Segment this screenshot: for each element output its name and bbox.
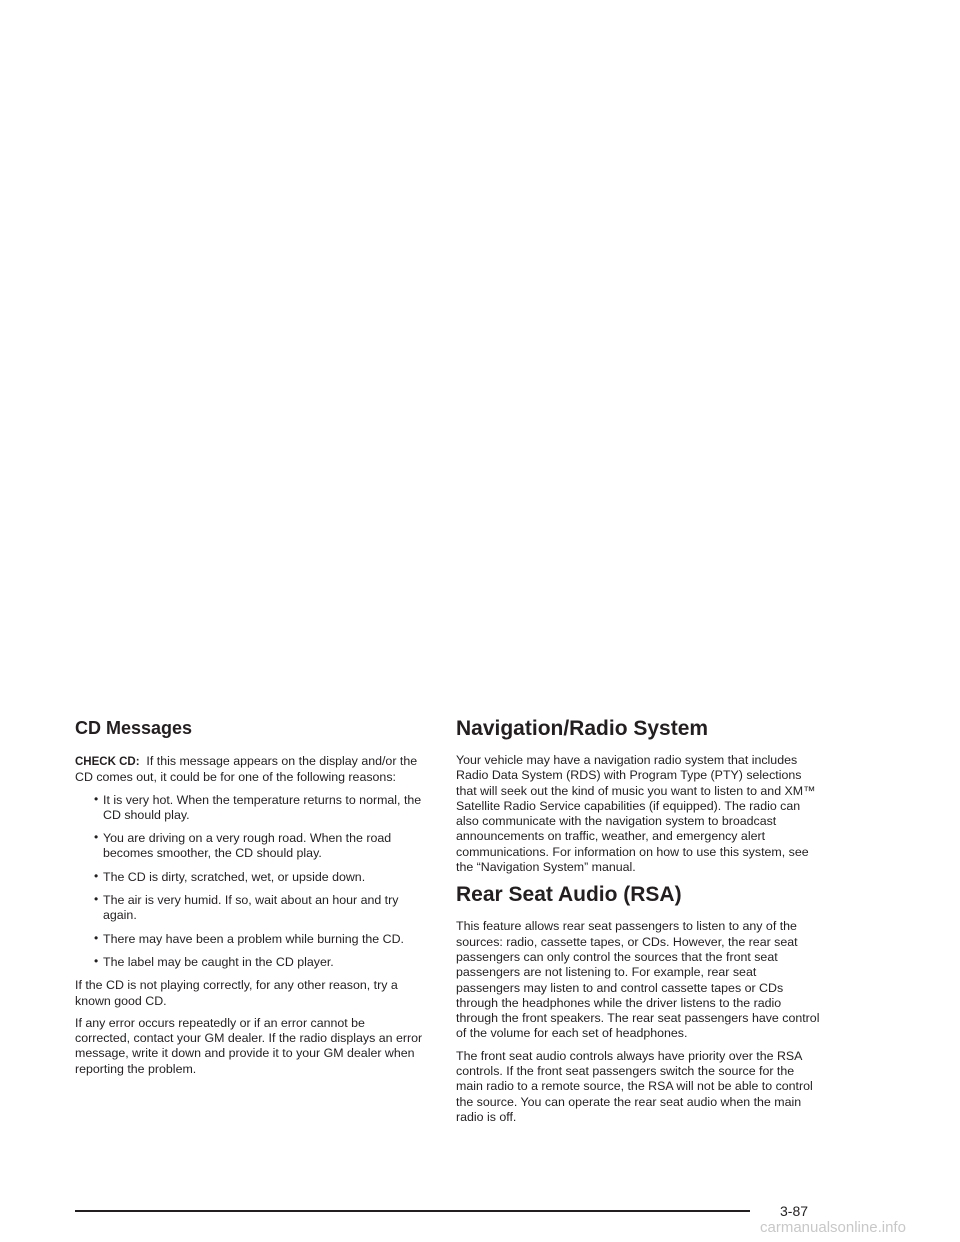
check-cd-label: CHECK CD: [75, 756, 140, 768]
known-good-cd-paragraph: If the CD is not playing correctly, for any other reason, try a known good CD. [75, 978, 398, 1008]
list-item-text: The label may be caught in the CD player. [103, 954, 334, 969]
footer-rule [75, 1210, 750, 1212]
cd-reasons-list [75, 793, 423, 971]
list-item [75, 893, 423, 924]
navigation-radio-paragraph: Your vehicle may have a navigation radio system that includes Radio Data System (RDS) with Program Type (PTY) selections that will seek out the kind of music you want to listen to and XM™ Satellite Radio Service capabilities (if equipped). The radio can also communicate with the navigation system to broadcast announcements on traffic, weather, and emergency alert communications. For information on how to use this system, see the “Navigation System” manual. [456, 753, 816, 875]
watermark: carmanualsonline.info [760, 1219, 906, 1236]
bullet-icon: • [94, 892, 99, 907]
bullet-icon: • [94, 930, 99, 945]
list-item [75, 870, 423, 885]
bullet-icon: • [94, 953, 99, 968]
bullet-icon: • [94, 791, 99, 806]
list-item-text: You are driving on a very rough road. When the road becomes smoother, the CD should play. [103, 831, 392, 861]
check-cd-intro-text: If this message appears on the display and/or the CD comes out, it could be for one of the following reasons: [75, 754, 418, 785]
rsa-heading: Rear Seat Audio (RSA) [456, 883, 682, 907]
list-item-text: The CD is dirty, scratched, wet, or upside down. [103, 869, 366, 884]
list-item-text: There may have been a problem while burning the CD. [103, 931, 404, 946]
rsa-paragraph-2: The front seat audio controls always have priority over the RSA controls. If the front seat passengers switch the source for the main radio to a remote source, the RSA will not be able to control the source. You can operate the rear seat audio when the main radio is off. [456, 1048, 813, 1124]
bullet-icon: • [94, 868, 99, 883]
check-cd-intro [75, 754, 423, 786]
list-item [75, 831, 423, 862]
left-column [75, 716, 423, 1084]
right-column [456, 716, 820, 1132]
rsa-paragraph-1: This feature allows rear seat passengers to listen to any of the sources: radio, cassette tapes, or CDs. However, the rear seat passengers can only control the sources that the front seat passengers are not listening to. For example, rear seat passengers may listen to and control cassette tapes or CDs through the headphones while the driver listens to the radio through the front speakers. The rear seat passengers have control of the volume for each set of headphones. [456, 919, 820, 1041]
error-paragraph: If any error occurs repeatedly or if an error cannot be corrected, contact your GM dealer. If the radio displays an error message, write it down and provide it to your GM dealer when reporting the problem. [75, 1015, 423, 1076]
list-item [75, 955, 423, 970]
cd-messages-heading: CD Messages [75, 718, 193, 738]
navigation-radio-heading: Navigation/Radio System [456, 717, 709, 740]
list-item [75, 793, 423, 824]
page-number: 3-87 [780, 1203, 809, 1219]
bullet-icon: • [94, 830, 99, 845]
list-item [75, 932, 423, 947]
list-item-text: It is very hot. When the temperature returns to normal, the CD should play. [103, 792, 422, 822]
list-item-text: The air is very humid. If so, wait about an hour and try again. [103, 893, 399, 923]
